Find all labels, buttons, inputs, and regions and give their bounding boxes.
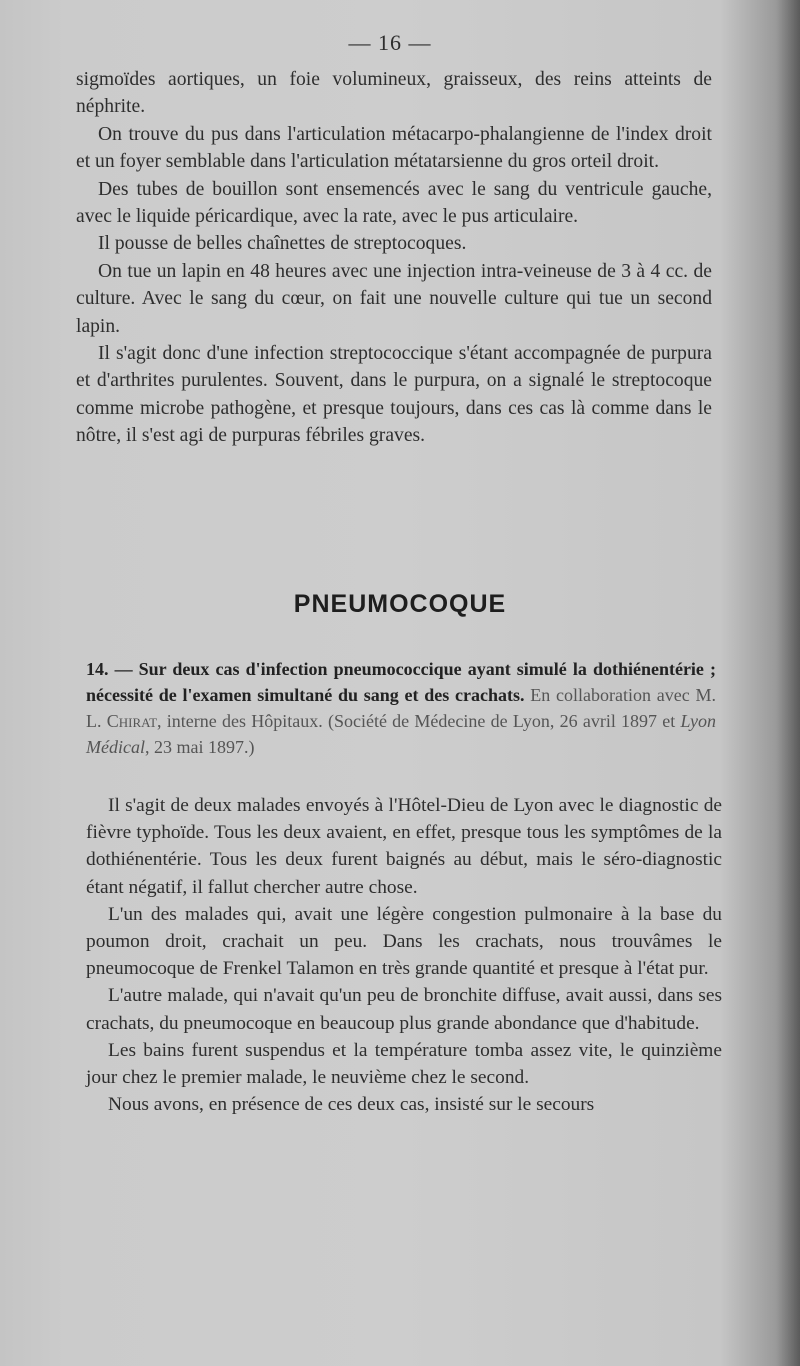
paragraph: Les bains furent suspendus et la température tomba assez vite, le quinzième jour chez le premier malade, le neuvième chez le second. <box>86 1039 722 1089</box>
bibliographic-entry <box>86 656 716 760</box>
paragraph: Des tubes de bouillon sont ensemencés avec le sang du ventricule gauche, avec le liquide péricardique, avec la rate, avec le pus articulaire. <box>76 178 712 228</box>
paragraph: Il s'agit de deux malades envoyés à l'Hôtel-Dieu de Lyon avec le diagnostic de fièvre typhoïde. Tous les deux avaient, en effet, presque tous les symptômes de la dothiénentérie. Tous les deux furent baignés au début, mais le séro-diagnostic étant négatif, il fallut chercher autre chose. <box>86 795 722 898</box>
paragraph: On tue un lapin en 48 heures avec une injection intra-veineuse de 3 à 4 cc. de culture. Avec le sang du cœur, on fait une nouvelle culture qui tue un second lapin. <box>76 260 712 337</box>
journal-date: , 23 mai 1897.) <box>144 737 255 757</box>
section-heading: PNEUMOCOQUE <box>293 590 507 618</box>
collab-suffix: , interne des Hôpitaux. (Société de Médecine de Lyon, 26 avril 1897 et <box>157 711 676 731</box>
paragraph: L'un des malades qui, avait une légère congestion pulmonaire à la base du poumon droit, crachait un peu. Dans les crachats, nous trouvâmes le pneumocoque de Frenkel Talamon en très grande quantité et presque à l'état pur. <box>86 903 722 980</box>
journal-name: Lyon Médical <box>86 711 717 757</box>
paragraph: L'autre malade, qui n'avait qu'un peu de bronchite diffuse, avait aussi, dans ses crachats, du pneumocoque en beaucoup plus grande abondance que d'habitude. <box>86 985 722 1034</box>
paragraph: Il pousse de belles chaînettes de streptocoques. <box>98 233 467 255</box>
paragraph: Nous avons, en présence de ces deux cas, insisté sur le secours <box>108 1094 595 1116</box>
paragraph: Il s'agit donc d'une infection streptococcique s'étant accompagnée de purpura et d'arthrites purulentes. Souvent, dans le purpura, on a signalé le streptocoque comme microbe pathogène, et presque toujours, dans ces cas là comme dans le nôtre, il s'est agi de purpuras fébriles graves. <box>76 343 712 447</box>
collaborator-name: Chirat <box>106 711 158 731</box>
paragraph: sigmoïdes aortiques, un foie volumineux, graisseux, des reins atteints de néphrite. <box>76 69 712 118</box>
body-text-lower <box>86 792 722 1118</box>
body-text-upper <box>76 66 712 450</box>
page-number: — 16 — <box>348 30 432 55</box>
paragraph: On trouve du pus dans l'articulation métacarpo-phalangienne de l'index droit et un foyer semblable dans l'articulation métatarsienne du gros orteil droit. <box>76 123 712 173</box>
entry-title: 14. — Sur deux cas d'infection pneumococcique ayant simulé la dothiénentérie ; nécessité de l'examen simultané du sang et des crachats. <box>86 659 716 705</box>
collab-prefix: En collaboration avec M. L. <box>86 685 717 731</box>
